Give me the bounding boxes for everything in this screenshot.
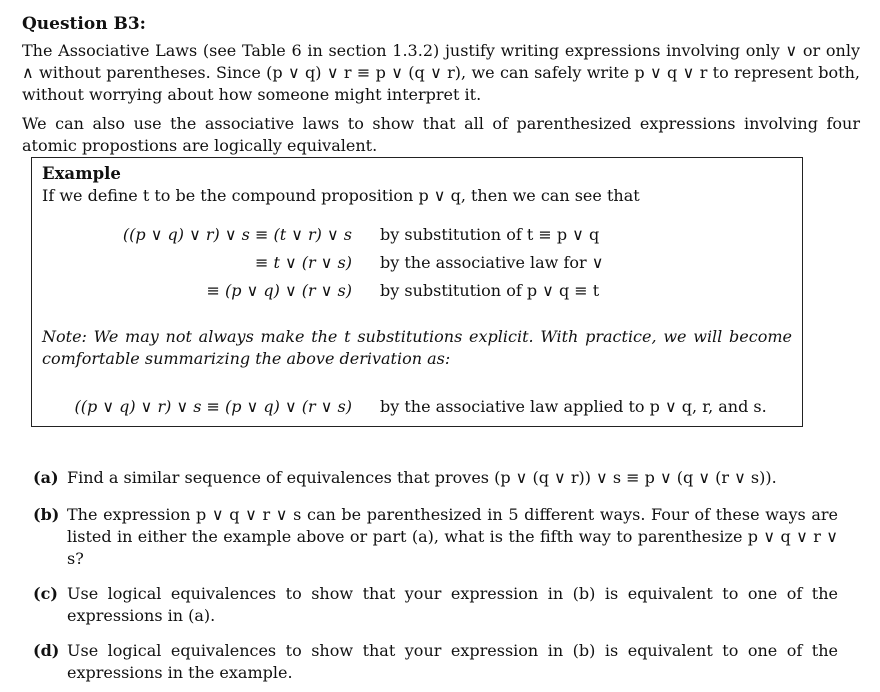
derivation-step xyxy=(42,249,802,277)
step-expression: ≡ (p ∨ q) ∨ (r ∨ s) xyxy=(206,281,352,300)
intro-paragraph: The Associative Laws (see Table 6 in section 1.3.2) justify writing expressions involving only ∨ or only ∧ without parentheses. Since (p ∨ q) ∨ r ≡ p ∨ (q ∨ r), we can safely write p ∨ q ∨ r to represent both, without worrying about how someone might interpret it. xyxy=(22,41,860,104)
derivation-step xyxy=(42,277,802,305)
summary-equivalence xyxy=(42,393,802,421)
derivation xyxy=(42,221,792,305)
part-b xyxy=(33,504,838,570)
part-text: The expression p ∨ q ∨ r ∨ s can be parenthesized in 5 different ways. Four of these ways are listed in either the example above or part (a), what is the fifth way to parenthesize p ∨ q ∨ r ∨ s? xyxy=(67,505,838,568)
step-expression: ((p ∨ q) ∨ r) ∨ s ≡ (t ∨ r) ∨ s xyxy=(122,225,352,244)
part-label: (c) xyxy=(33,584,58,603)
step-expression: ≡ t ∨ (r ∨ s) xyxy=(254,253,352,272)
part-d xyxy=(33,640,838,684)
summary-expression: ((p ∨ q) ∨ r) ∨ s ≡ (p ∨ q) ∨ (r ∨ s) xyxy=(74,397,352,416)
example-box xyxy=(31,157,803,427)
associative-paragraph: We can also use the associative laws to show that all of parenthesized expressions involving four atomic propostions are logically equivalent. xyxy=(22,114,860,155)
part-text: Use logical equivalences to show that your expression in (b) is equivalent to one of the expressions in (a). xyxy=(67,584,838,625)
question-parts xyxy=(33,467,838,684)
example-intro: If we define t to be the compound proposition p ∨ q, then we can see that xyxy=(42,186,640,205)
step-justification: by substitution of t ≡ p ∨ q xyxy=(380,225,600,244)
example-note: Note: We may not always make the t substitutions explicit. With practice, we will become comfortable summarizing the above derivation as: xyxy=(42,327,792,368)
question-section xyxy=(22,14,860,157)
part-text: Use logical equivalences to show that your expression in (b) is equivalent to one of the expressions in the example. xyxy=(67,641,838,682)
question-title: Question B3: xyxy=(22,14,146,34)
part-label: (b) xyxy=(33,505,60,524)
part-label: (d) xyxy=(33,641,60,660)
part-a xyxy=(33,467,838,489)
part-text: Find a similar sequence of equivalences that proves (p ∨ (q ∨ r)) ∨ s ≡ p ∨ (q ∨ (r ∨ s)). xyxy=(67,468,777,487)
step-justification: by substitution of p ∨ q ≡ t xyxy=(380,281,600,300)
step-justification: by the associative law for ∨ xyxy=(380,253,604,272)
derivation-step xyxy=(42,221,802,249)
part-c xyxy=(33,583,838,627)
part-label: (a) xyxy=(33,468,59,487)
summary-justification: by the associative law applied to p ∨ q, r, and s. xyxy=(380,397,767,416)
example-heading: Example xyxy=(42,164,121,183)
